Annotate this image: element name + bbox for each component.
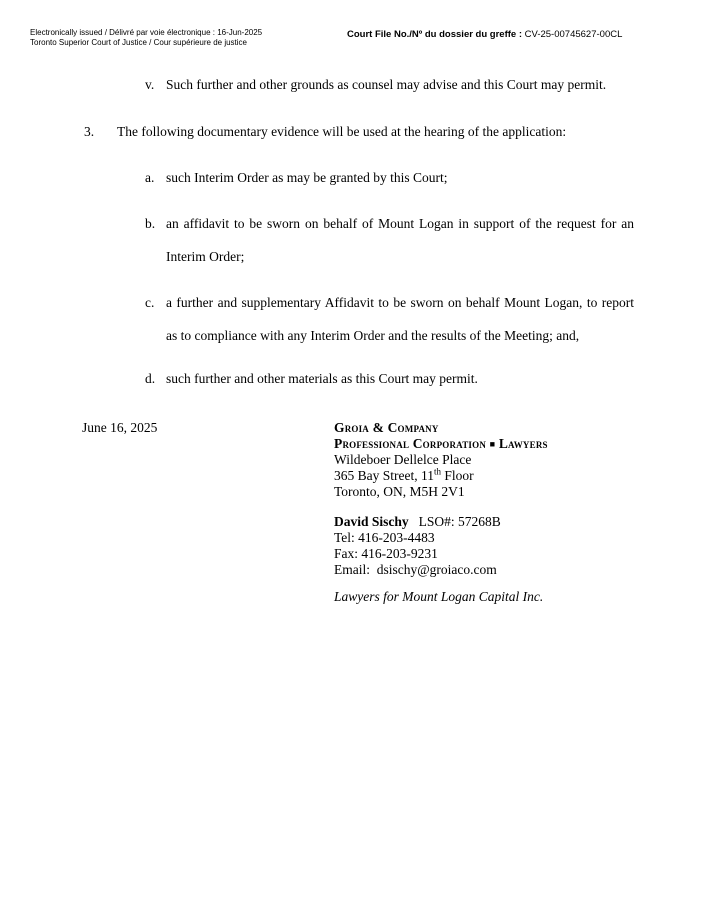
paragraph-text: such Interim Order as may be granted by this Court; xyxy=(166,170,448,185)
list-marker: d. xyxy=(145,371,156,386)
paragraph-text: Such further and other grounds as counsel may advise and this Court may permit. xyxy=(166,77,607,92)
list-marker: a. xyxy=(145,170,155,185)
paragraph-item-3 xyxy=(84,116,635,149)
filing-stamp-line2: Toronto Superior Court of Justice / Cour supérieure de justice xyxy=(30,37,247,47)
paragraph-text: The following documentary evidence will be used at the hearing of the application: xyxy=(117,124,567,139)
lawyer-email: Email: dsischy@groiaco.com xyxy=(334,562,497,577)
lawyer-fax: Fax: 416-203-9231 xyxy=(334,546,438,561)
court-file-header xyxy=(347,29,622,40)
paragraph-item-v xyxy=(145,69,632,102)
address-line2-post: Floor xyxy=(441,468,474,483)
paragraph-text: a further and supplementary Affidavit to be sworn on behalf Mount Logan, to report as to compliance with any Interim Order and the results of the Meeting; and, xyxy=(166,295,634,343)
firm-signature-block xyxy=(334,420,654,605)
signature-date: June 16, 2025 xyxy=(82,420,158,435)
lawyer-lso-number: LSO#: 57268B xyxy=(418,514,501,529)
paragraph-item-b xyxy=(145,208,634,273)
list-marker: v. xyxy=(145,77,155,92)
court-file-number: CV-25-00745627-00CL xyxy=(524,29,623,40)
paragraph-item-a xyxy=(145,162,635,195)
list-marker: 3. xyxy=(84,124,95,139)
square-bullet-icon: ■ xyxy=(489,439,496,449)
firm-name: Groia & Company xyxy=(334,420,439,435)
spacer xyxy=(334,500,654,514)
lawyer-line xyxy=(334,514,654,530)
firm-address-line2 xyxy=(334,468,654,484)
firm-address-line3: Toronto, ON, M5H 2V1 xyxy=(334,484,465,499)
lawyer-name: David Sischy xyxy=(334,514,409,529)
list-marker: c. xyxy=(145,295,155,310)
lawyer-tel: Tel: 416-203-4483 xyxy=(334,530,435,545)
spacer xyxy=(334,578,654,589)
lawyer-role: Lawyers for Mount Logan Capital Inc. xyxy=(334,589,544,604)
paragraph-text: an affidavit to be sworn on behalf of Mount Logan in support of the request for an Interim Order; xyxy=(166,216,634,264)
address-line2-ordinal: th xyxy=(433,466,441,477)
court-file-label: Court File No./Nº du dossier du greffe : xyxy=(347,29,525,40)
paragraph-item-d xyxy=(145,363,635,396)
firm-subtitle xyxy=(334,436,654,452)
filing-stamp-line1: Electronically issued / Délivré par voie électronique : 16-Jun-2025 xyxy=(30,28,263,37)
paragraph-text: such further and other materials as this Court may permit. xyxy=(166,371,478,386)
filing-stamp xyxy=(30,28,262,47)
address-line2-pre: 365 Bay Street, 11 xyxy=(334,468,434,483)
firm-address-line1: Wildeboer Dellelce Place xyxy=(334,452,472,467)
firm-subtitle-pre: Professional Corporation xyxy=(334,436,490,451)
firm-subtitle-post: Lawyers xyxy=(495,436,548,451)
paragraph-item-c xyxy=(145,287,634,352)
list-marker: b. xyxy=(145,216,156,231)
